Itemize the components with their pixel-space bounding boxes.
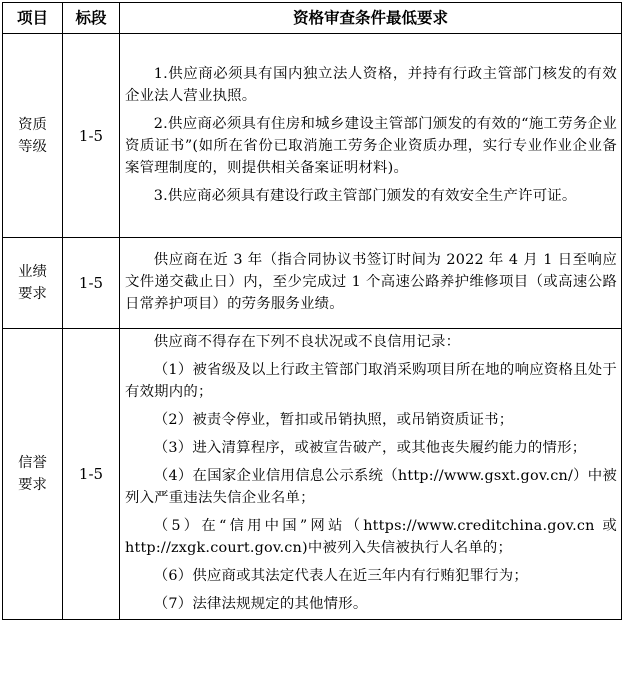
row-section: 1-5 <box>63 329 120 620</box>
paragraph: （2）被责令停业，暂扣或吊销执照，或吊销资质证书； <box>153 412 514 428</box>
row-content <box>120 238 622 329</box>
row-label: 资质等级 <box>18 116 47 155</box>
paragraph: 3.供应商必须具有建设行政主管部门颁发的有效安全生产许可证。 <box>153 187 577 204</box>
header-section: 标段 <box>63 3 120 34</box>
row-performance <box>3 238 622 329</box>
paragraph: 供应商在近 3 年（指合同协议书签订时间为 2022 年 4 月 1 日至响应文件递交截止日）内，至少完成过 1 个高速公路养护维修项目（或高速公路日常养护项目）的劳务服务业绩。 <box>125 252 617 312</box>
paragraph: 2.供应商必须具有住房和城乡建设主管部门颁发的有效的“施工劳务企业资质证书”(如所在省份已取消施工劳务企业资质办理，实行专业作业企业备案管理制度的，则提供相关备案证明材料)。 <box>125 115 617 176</box>
row-label: 信誉要求 <box>18 455 47 493</box>
paragraph: （5）在“信用中国”网站（https://www.creditchina.gov.cn 或 http://zxgk.court.gov.cn)中被列入失信被执行人名单的； <box>125 518 617 556</box>
header-row <box>3 3 622 34</box>
row-label: 业绩要求 <box>18 264 47 302</box>
paragraph: （3）进入清算程序，或被宣告破产，或其他丧失履约能力的情形； <box>153 440 587 456</box>
row-section: 1-5 <box>63 34 120 238</box>
paragraph: （1）被省级及以上行政主管部门取消采购项目所在地的响应资格且处于有效期内的； <box>125 362 617 400</box>
paragraph: （6）供应商或其法定代表人在近三年内有行贿犯罪行为； <box>153 568 528 584</box>
paragraph: （4）在国家企业信用信息公示系统（http://www.gsxt.gov.cn/）中被列入严重违法失信企业名单； <box>125 468 617 506</box>
row-credit <box>3 329 622 620</box>
header-condition: 资格审查条件最低要求 <box>120 3 622 34</box>
qualification-table <box>2 2 622 620</box>
row-section: 1-5 <box>63 238 120 329</box>
row-qualification <box>3 34 622 238</box>
paragraph: 供应商不得存在下列不良状况或不良信用记录： <box>153 334 461 350</box>
paragraph: 1.供应商必须具有国内独立法人资格，并持有行政主管部门核发的有效企业法人营业执照。 <box>125 65 617 104</box>
row-content <box>120 329 622 620</box>
header-item: 项目 <box>3 3 63 34</box>
paragraph: （7）法律法规规定的其他情形。 <box>153 596 368 612</box>
row-content <box>120 34 622 238</box>
